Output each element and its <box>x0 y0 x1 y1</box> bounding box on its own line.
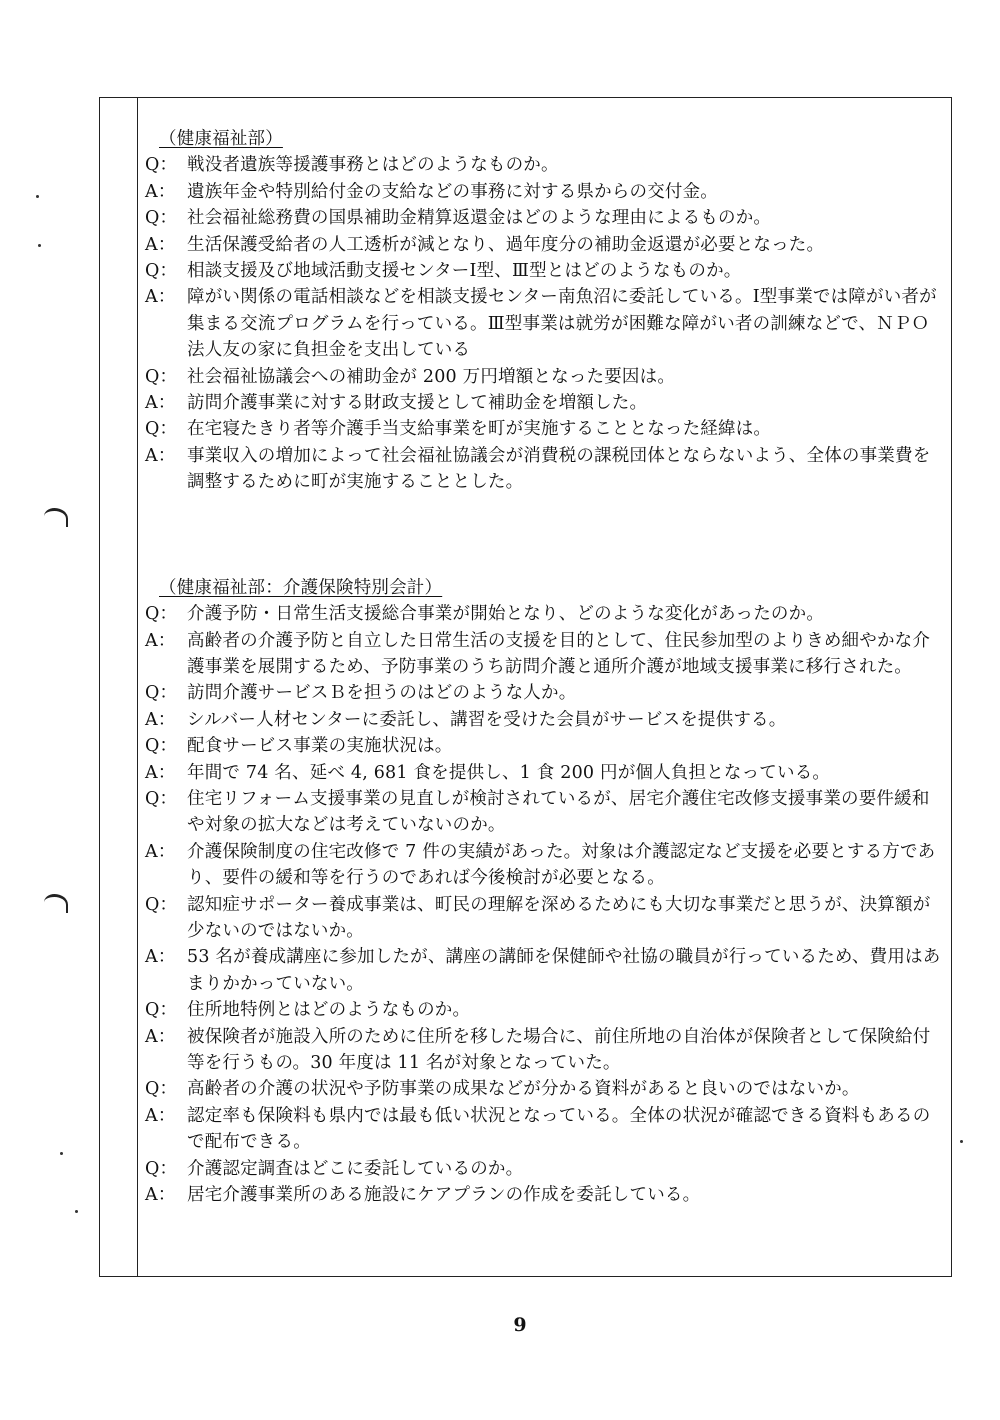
answer-row <box>145 179 945 205</box>
question-text: 住宅リフォーム支援事業の見直しが検討されているが、居宅介護住宅改修支援事業の要件緩和や対象の拡大などは考えていないのか。 <box>187 788 930 836</box>
answer-row <box>145 760 945 786</box>
answer-row <box>145 707 945 733</box>
question-row <box>145 997 945 1023</box>
answer-text: シルバー人材センターに委託し、講習を受けた会員がサービスを提供する。 <box>187 709 787 730</box>
answer-text: 高齢者の介護予防と自立した日常生活の支援を目的として、住民参加型のよりきめ細やかな介護事業を展開するため、予防事業のうち訪問介護と通所介護が地域支援事業に移行された。 <box>187 630 931 677</box>
answer-row <box>145 628 945 681</box>
answer-row <box>145 1103 945 1156</box>
question-row <box>145 258 945 284</box>
question-row <box>145 205 945 231</box>
document-content <box>145 126 945 1208</box>
answer-text: 訪問介護事業に対する財政支援として補助金を増額した。 <box>187 393 648 414</box>
question-row <box>145 733 945 759</box>
question-label: Q： <box>145 1079 178 1100</box>
answer-label: A： <box>145 947 176 968</box>
answer-label: A： <box>145 287 176 308</box>
answer-row <box>145 232 945 258</box>
question-text: 認知症サポーター養成事業は、町民の理解を深めるためにも大切な事業だと思うが、決算額が少ないのではないか。 <box>187 894 931 941</box>
question-text: 住所地特例とはどのようなものか。 <box>187 1000 471 1021</box>
question-row <box>145 601 945 627</box>
question-label: Q： <box>145 419 178 440</box>
question-text: 配食サービス事業の実施状況は。 <box>187 736 453 757</box>
answer-text: 被保険者が施設入所のために住所を移した場合に、前住所地の自治体が保険者として保険給付等を行うもの。30 年度は 11 名が対象となっていた。 <box>187 1026 931 1073</box>
qa-list <box>145 152 945 495</box>
answer-text: 障がい関係の電話相談などを相談支援センター南魚沼に委託している。Ⅰ型事業では障がい者が集まる交流プログラムを行っている。Ⅲ型事業は就労が困難な障がい者の訓練などで、ＮＰＯ法人友の家に負担金を支出している <box>187 287 937 361</box>
scan-dot-artifact <box>60 1152 63 1155</box>
qa-list <box>145 601 945 1208</box>
question-label: Q： <box>145 1000 178 1021</box>
question-text: 介護予防・日常生活支援総合事業が開始となり、どのような変化があったのか。 <box>187 604 825 625</box>
answer-label: A： <box>145 1026 176 1047</box>
question-row <box>145 680 945 706</box>
page-number: 9 <box>513 1314 527 1336</box>
answer-label: A： <box>145 630 176 651</box>
question-label: Q： <box>145 788 178 809</box>
question-row <box>145 364 945 390</box>
section-care-insurance <box>145 575 945 1209</box>
question-text: 高齢者の介護の状況や予防事業の成果などが分かる資料があると良いのではないか。 <box>187 1079 860 1100</box>
answer-text: 53 名が養成講座に参加したが、講座の講師を保健師や社協の職員が行っているため、費用はあまりかかっていない。 <box>187 947 941 994</box>
answer-label: A： <box>145 709 176 730</box>
answer-text: 居宅介護事業所のある施設にケアプランの作成を委託している。 <box>187 1185 701 1206</box>
answer-text: 認定率も保険料も県内では最も低い状況となっている。全体の状況が確認できる資料もあるので配布できる。 <box>187 1105 931 1153</box>
question-text: 訪問介護サービスＢを担うのはどのような人か。 <box>187 683 577 704</box>
question-text: 相談支援及び地域活動支援センターⅠ型、Ⅲ型とはどのようなものか。 <box>187 261 742 282</box>
question-row <box>145 152 945 178</box>
margin-line <box>137 98 138 1276</box>
question-label: Q： <box>145 736 178 757</box>
section-spacer <box>145 496 945 575</box>
answer-row <box>145 1182 945 1208</box>
question-label: Q： <box>145 894 178 915</box>
question-label: Q： <box>145 1158 178 1179</box>
answer-row <box>145 443 945 496</box>
section-health-welfare <box>145 126 945 496</box>
scan-dot-artifact <box>75 1210 78 1213</box>
answer-text: 事業収入の増加によって社会福祉協議会が消費税の課税団体とならないよう、全体の事業費を調整するために町が実施することとした。 <box>187 445 931 493</box>
question-text: 社会福祉協議会への補助金が 200 万円増額となった要因は。 <box>187 366 676 387</box>
section-title: （健康福祉部） <box>159 129 283 149</box>
answer-label: A： <box>145 234 176 255</box>
question-label: Q： <box>145 261 178 282</box>
answer-label: A： <box>145 393 176 414</box>
scan-mark-artifact <box>44 894 68 913</box>
answer-row <box>145 284 945 363</box>
answer-label: A： <box>145 1105 176 1126</box>
question-text: 在宅寝たきり者等介護手当支給事業を町が実施することとなった経緯は。 <box>187 419 772 440</box>
answer-label: A： <box>145 762 176 783</box>
question-label: Q： <box>145 208 178 229</box>
scan-dot-artifact <box>36 195 39 198</box>
page-frame <box>99 97 952 1277</box>
answer-text: 生活保護受給者の人工透析が減となり、過年度分の補助金返還が必要となった。 <box>187 234 825 255</box>
section-title: （健康福祉部：介護保険特別会計） <box>159 577 443 598</box>
answer-label: A： <box>145 445 176 466</box>
question-text: 戦没者遺族等援護事務とはどのようなものか。 <box>187 155 559 176</box>
answer-text: 年間で 74 名、延べ 4, 681 食を提供し、1 食 200 円が個人負担となっている。 <box>187 762 831 783</box>
question-row <box>145 1076 945 1102</box>
scan-mark-artifact <box>44 508 68 527</box>
answer-label: A： <box>145 841 176 862</box>
question-label: Q： <box>145 604 178 625</box>
answer-text: 遺族年金や特別給付金の支給などの事務に対する県からの交付金。 <box>187 181 718 202</box>
question-label: Q： <box>145 155 178 176</box>
answer-row <box>145 1024 945 1077</box>
answer-row <box>145 839 945 892</box>
answer-text: 介護保険制度の住宅改修で 7 件の実績があった。対象は介護認定など支援を必要とする方であり、要件の緩和等を行うのであれば今後検討が必要となる。 <box>187 841 936 889</box>
answer-row <box>145 944 945 997</box>
question-row <box>145 416 945 442</box>
answer-row <box>145 390 945 416</box>
question-text: 社会福祉総務費の国県補助金精算返還金はどのような理由によるものか。 <box>187 208 772 229</box>
question-label: Q： <box>145 683 178 704</box>
question-text: 介護認定調査はどこに委託しているのか。 <box>187 1158 524 1179</box>
answer-label: A： <box>145 181 176 202</box>
answer-label: A： <box>145 1185 176 1206</box>
question-row <box>145 892 945 945</box>
question-label: Q： <box>145 366 178 387</box>
scan-dot-artifact <box>38 244 41 247</box>
scan-dot-artifact <box>960 1140 963 1143</box>
question-row <box>145 1156 945 1182</box>
question-row <box>145 786 945 839</box>
